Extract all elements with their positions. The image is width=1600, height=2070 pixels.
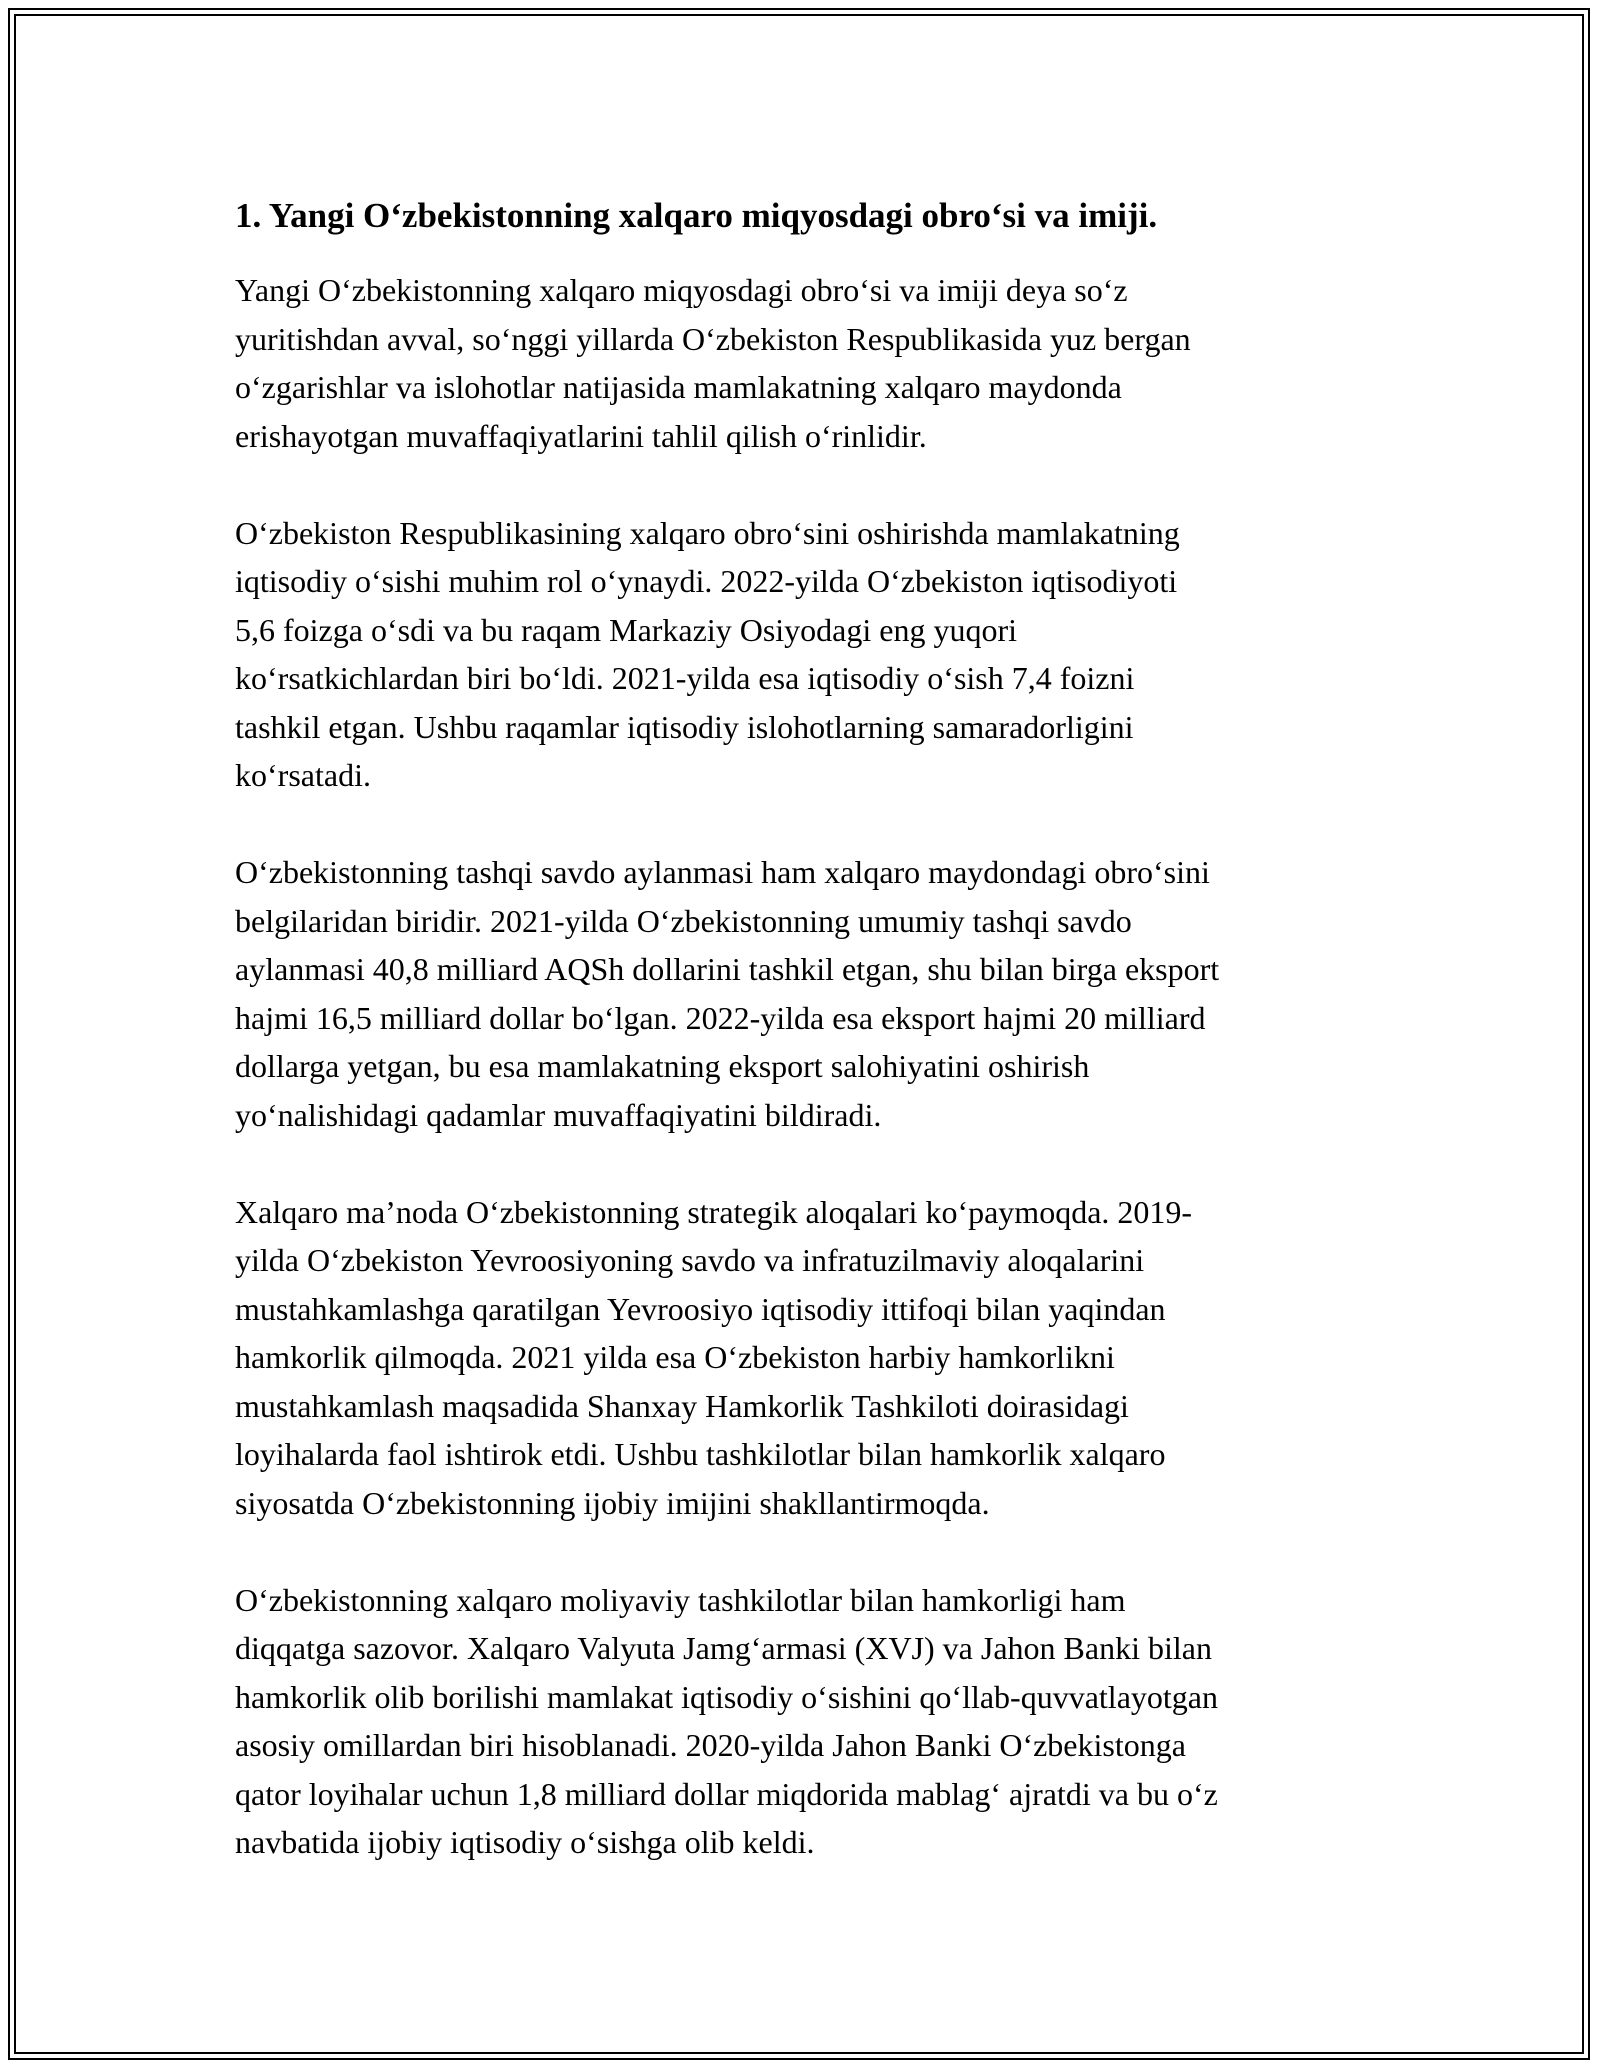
text-line: O‘zbekiston Respublikasining xalqaro obro‘sini oshirishda mamlakatning bbox=[235, 514, 1180, 551]
text-line: hamkorlik qilmoqda. 2021 yilda esa O‘zbekiston harbiy hamkorlikni bbox=[235, 1339, 1115, 1375]
text-line: aylanmasi 40,8 milliard AQSh dollarini tashkil etgan, shu bilan birga eksport bbox=[235, 951, 1220, 987]
paragraph-5 bbox=[235, 1576, 1385, 1867]
text-line: siyosatda O‘zbekistonning ijobiy imijini shakllantirmoqda. bbox=[235, 1484, 990, 1521]
text-line: 5,6 foizga o‘sdi va bu raqam Markaziy Osiyodagi eng yuqori bbox=[235, 611, 1018, 648]
text-line: mustahkamlashga qaratilgan Yevroosiyo iqtisodiy ittifoqi bilan yaqindan bbox=[235, 1290, 1166, 1327]
text-line: erishayotgan muvaffaqiyatlarini tahlil qilish o‘rinlidir. bbox=[235, 417, 927, 454]
text-line: yo‘nalishidagi qadamlar muvaffaqiyatini bildiradi. bbox=[235, 1096, 882, 1133]
text-line: yilda O‘zbekiston Yevroosiyoning savdo va infratuzilmaviy aloqalarini bbox=[235, 1242, 1145, 1278]
text-line: ko‘rsatkichlardan biri bo‘ldi. 2021-yilda esa iqtisodiy o‘sish 7,4 foizni bbox=[235, 660, 1135, 696]
document-body bbox=[235, 188, 1385, 1915]
text-line: asosiy omillardan biri hisoblanadi. 2020-yilda Jahon Banki O‘zbekistonga bbox=[235, 1727, 1186, 1763]
text-line: hajmi 16,5 milliard dollar bo‘lgan. 2022-yilda esa eksport hajmi 20 milliard bbox=[235, 999, 1206, 1036]
text-line: navbatida ijobiy iqtisodiy o‘sishga olib keldi. bbox=[235, 1824, 815, 1860]
paragraph-2 bbox=[235, 509, 1385, 800]
paragraph-1 bbox=[235, 266, 1385, 460]
paragraphs bbox=[235, 266, 1385, 1867]
text-line: ko‘rsatadi. bbox=[235, 757, 371, 793]
text-line: Xalqaro ma’noda O‘zbekistonning strategik aloqalari ko‘paymoqda. 2019- bbox=[235, 1193, 1193, 1230]
text-line: dollarga yetgan, bu esa mamlakatning eksport salohiyatini oshirish bbox=[235, 1048, 1090, 1084]
text-line: diqqatga sazovor. Xalqaro Valyuta Jamg‘armasi (XVJ) va Jahon Banki bilan bbox=[235, 1630, 1212, 1666]
text-line: Yangi O‘zbekistonning xalqaro miqyosdagi obro‘si va imiji deya so‘z bbox=[235, 272, 1128, 308]
text-line: yuritishdan avval, so‘nggi yillarda O‘zbekiston Respublikasida yuz bergan bbox=[235, 320, 1191, 357]
text-line: tashkil etgan. Ushbu raqamlar iqtisodiy islohotlarning samaradorligini bbox=[235, 708, 1134, 745]
text-line: mustahkamlash maqsadida Shanxay Hamkorlik Tashkiloti doirasidagi bbox=[235, 1387, 1129, 1424]
text-line: O‘zbekistonning xalqaro moliyaviy tashkilotlar bilan hamkorligi ham bbox=[235, 1581, 1126, 1618]
text-line: iqtisodiy o‘sishi muhim rol o‘ynaydi. 2022-yilda O‘zbekiston iqtisodiyoti bbox=[235, 563, 1178, 599]
section-heading: 1. Yangi O‘zbekistonning xalqaro miqyosdagi obro‘si va imiji. bbox=[235, 196, 1158, 235]
text-line: o‘zgarishlar va islohotlar natijasida mamlakatning xalqaro maydonda bbox=[235, 369, 1122, 405]
text-line: belgilaridan biridir. 2021-yilda O‘zbekistonning umumiy tashqi savdo bbox=[235, 902, 1132, 939]
paragraph-4 bbox=[235, 1188, 1385, 1528]
text-line: qator loyihalar uchun 1,8 milliard dollar miqdorida mablag‘ ajratdi va bu o‘z bbox=[235, 1775, 1218, 1812]
text-line: loyihalarda faol ishtirok etdi. Ushbu tashkilotlar bilan hamkorlik xalqaro bbox=[235, 1436, 1166, 1472]
text-line: hamkorlik olib borilishi mamlakat iqtisodiy o‘sishini qo‘llab-quvvatlayotgan bbox=[235, 1678, 1218, 1715]
paragraph-3 bbox=[235, 848, 1385, 1139]
text-line: O‘zbekistonning tashqi savdo aylanmasi ham xalqaro maydondagi obro‘sini bbox=[235, 854, 1210, 890]
